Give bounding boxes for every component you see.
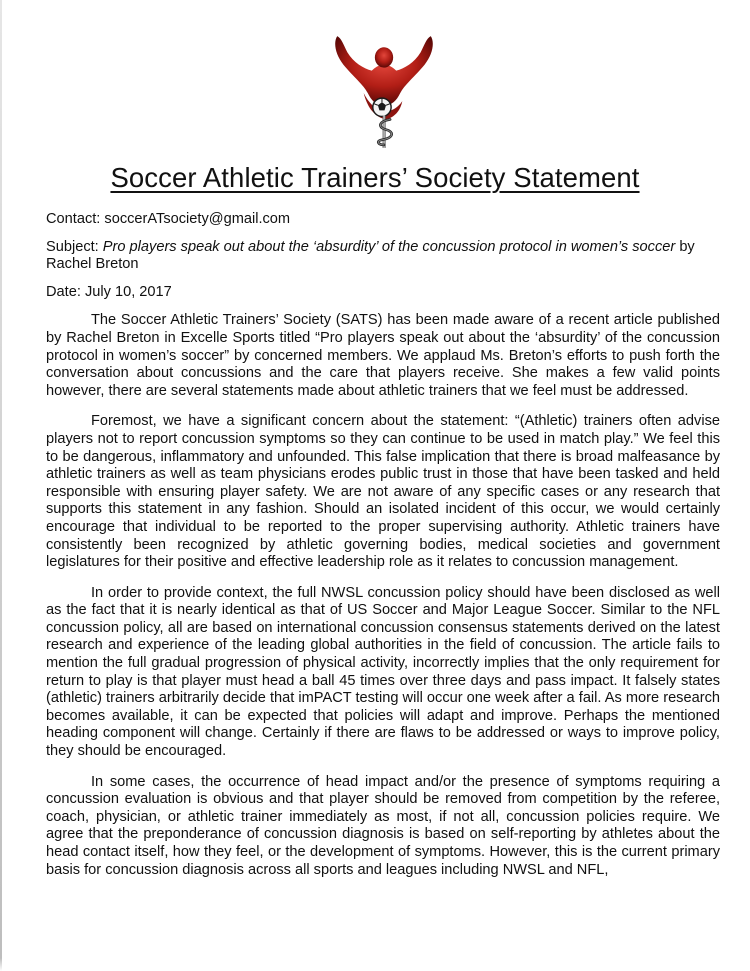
sats-soccer-figure-logo-icon (323, 30, 445, 152)
contact-label: Contact: (46, 211, 101, 227)
date-label: Date: (46, 283, 81, 300)
page-left-edge (0, 0, 2, 971)
subject-label: Subject: (46, 238, 99, 255)
subject-line (46, 239, 720, 274)
date-value: July 10, 2017 (84, 283, 172, 300)
date-line (46, 284, 720, 302)
body-paragraph: The Soccer Athletic Trainers’ Society (SATS) has been made aware of a recent article published by Rachel Breton in Excelle Sports titled “Pro players speak out about the ‘absurdity’ of the concussion protocol in women’s soccer” by concerned members. We applaud Ms. Breton’s efforts to push forth the conversation about concussions and the care that players receive. She makes a few valid points however, there are several statements made about athletic trainers that we feel must be addressed. (46, 312, 720, 399)
page-bottom-fade (0, 958, 750, 971)
subject-article-title: Pro players speak out about the ‘absurdity’ of the concussion protocol in women’s soccer (102, 238, 676, 255)
body-paragraph: In order to provide context, the full NWSL concussion policy should have been disclosed as well as the fact that it is nearly identical as that of US Soccer and Major League Soccer. Similar to the NFL concussion policy, all are based on international concussion consensus statements derived on the latest research and experience of the leading global authorities in the field of concussion. The article fails to mention the full gradual progression of physical activity, incorrectly implies that the only requirement for return to play is that player must head a ball 45 times over three days and pass impact. It falsely states (athletic) trainers arbitrarily decide that imPACT testing will occur one week after a fail. As more research becomes available, it can be expected that policies will adapt and improve. Perhaps the mentioned heading component will change. Certainly if there are flaws to be addressed or ways to improve policy, they should be encouraged. (46, 584, 720, 760)
page-title: Soccer Athletic Trainers’ Society Statement (110, 162, 640, 193)
body-paragraph: In some cases, the occurrence of head impact and/or the presence of symptoms requiring a concussion evaluation is obvious and that player should be removed from competition by the referee, coach, physician, or athletic trainer immediately as most, if not all, concussion policies require. We agree that the preponderance of concussion diagnosis is based on self-reporting by athletes about the head contact itself, how they feel, or the development of symptoms. However, this is the current primary basis for concussion diagnosis across all sports and leagues including NWSL and NFL, (46, 773, 720, 878)
contact-email: soccerATsociety@gmail.com (104, 211, 291, 227)
statement-body (46, 208, 720, 879)
subject-byline: by Rachel Breton (46, 238, 695, 273)
contact-line (46, 211, 720, 229)
body-paragraph: Foremost, we have a significant concern about the statement: “(Athletic) trainers often advise players not to report concussion symptoms so they can continue to be used in match play.” We feel this to be dangerous, inflammatory and unfounded. This false implication that there is broad malfeasance by athletic trainers as well as team physicians erodes public trust in those that have been tasked and held responsible with ensuring player safety. We are not aware of any specific cases or any research that supports this statement in any fashion. Should an isolated incident of this occur, we would certainly encourage that individual to be reported to the proper supervising authority. Athletic trainers have consistently been recognized by athletic governing bodies, medical societies and government legislatures for their positive and effective leadership role as it relates to concussion management. (46, 413, 720, 571)
